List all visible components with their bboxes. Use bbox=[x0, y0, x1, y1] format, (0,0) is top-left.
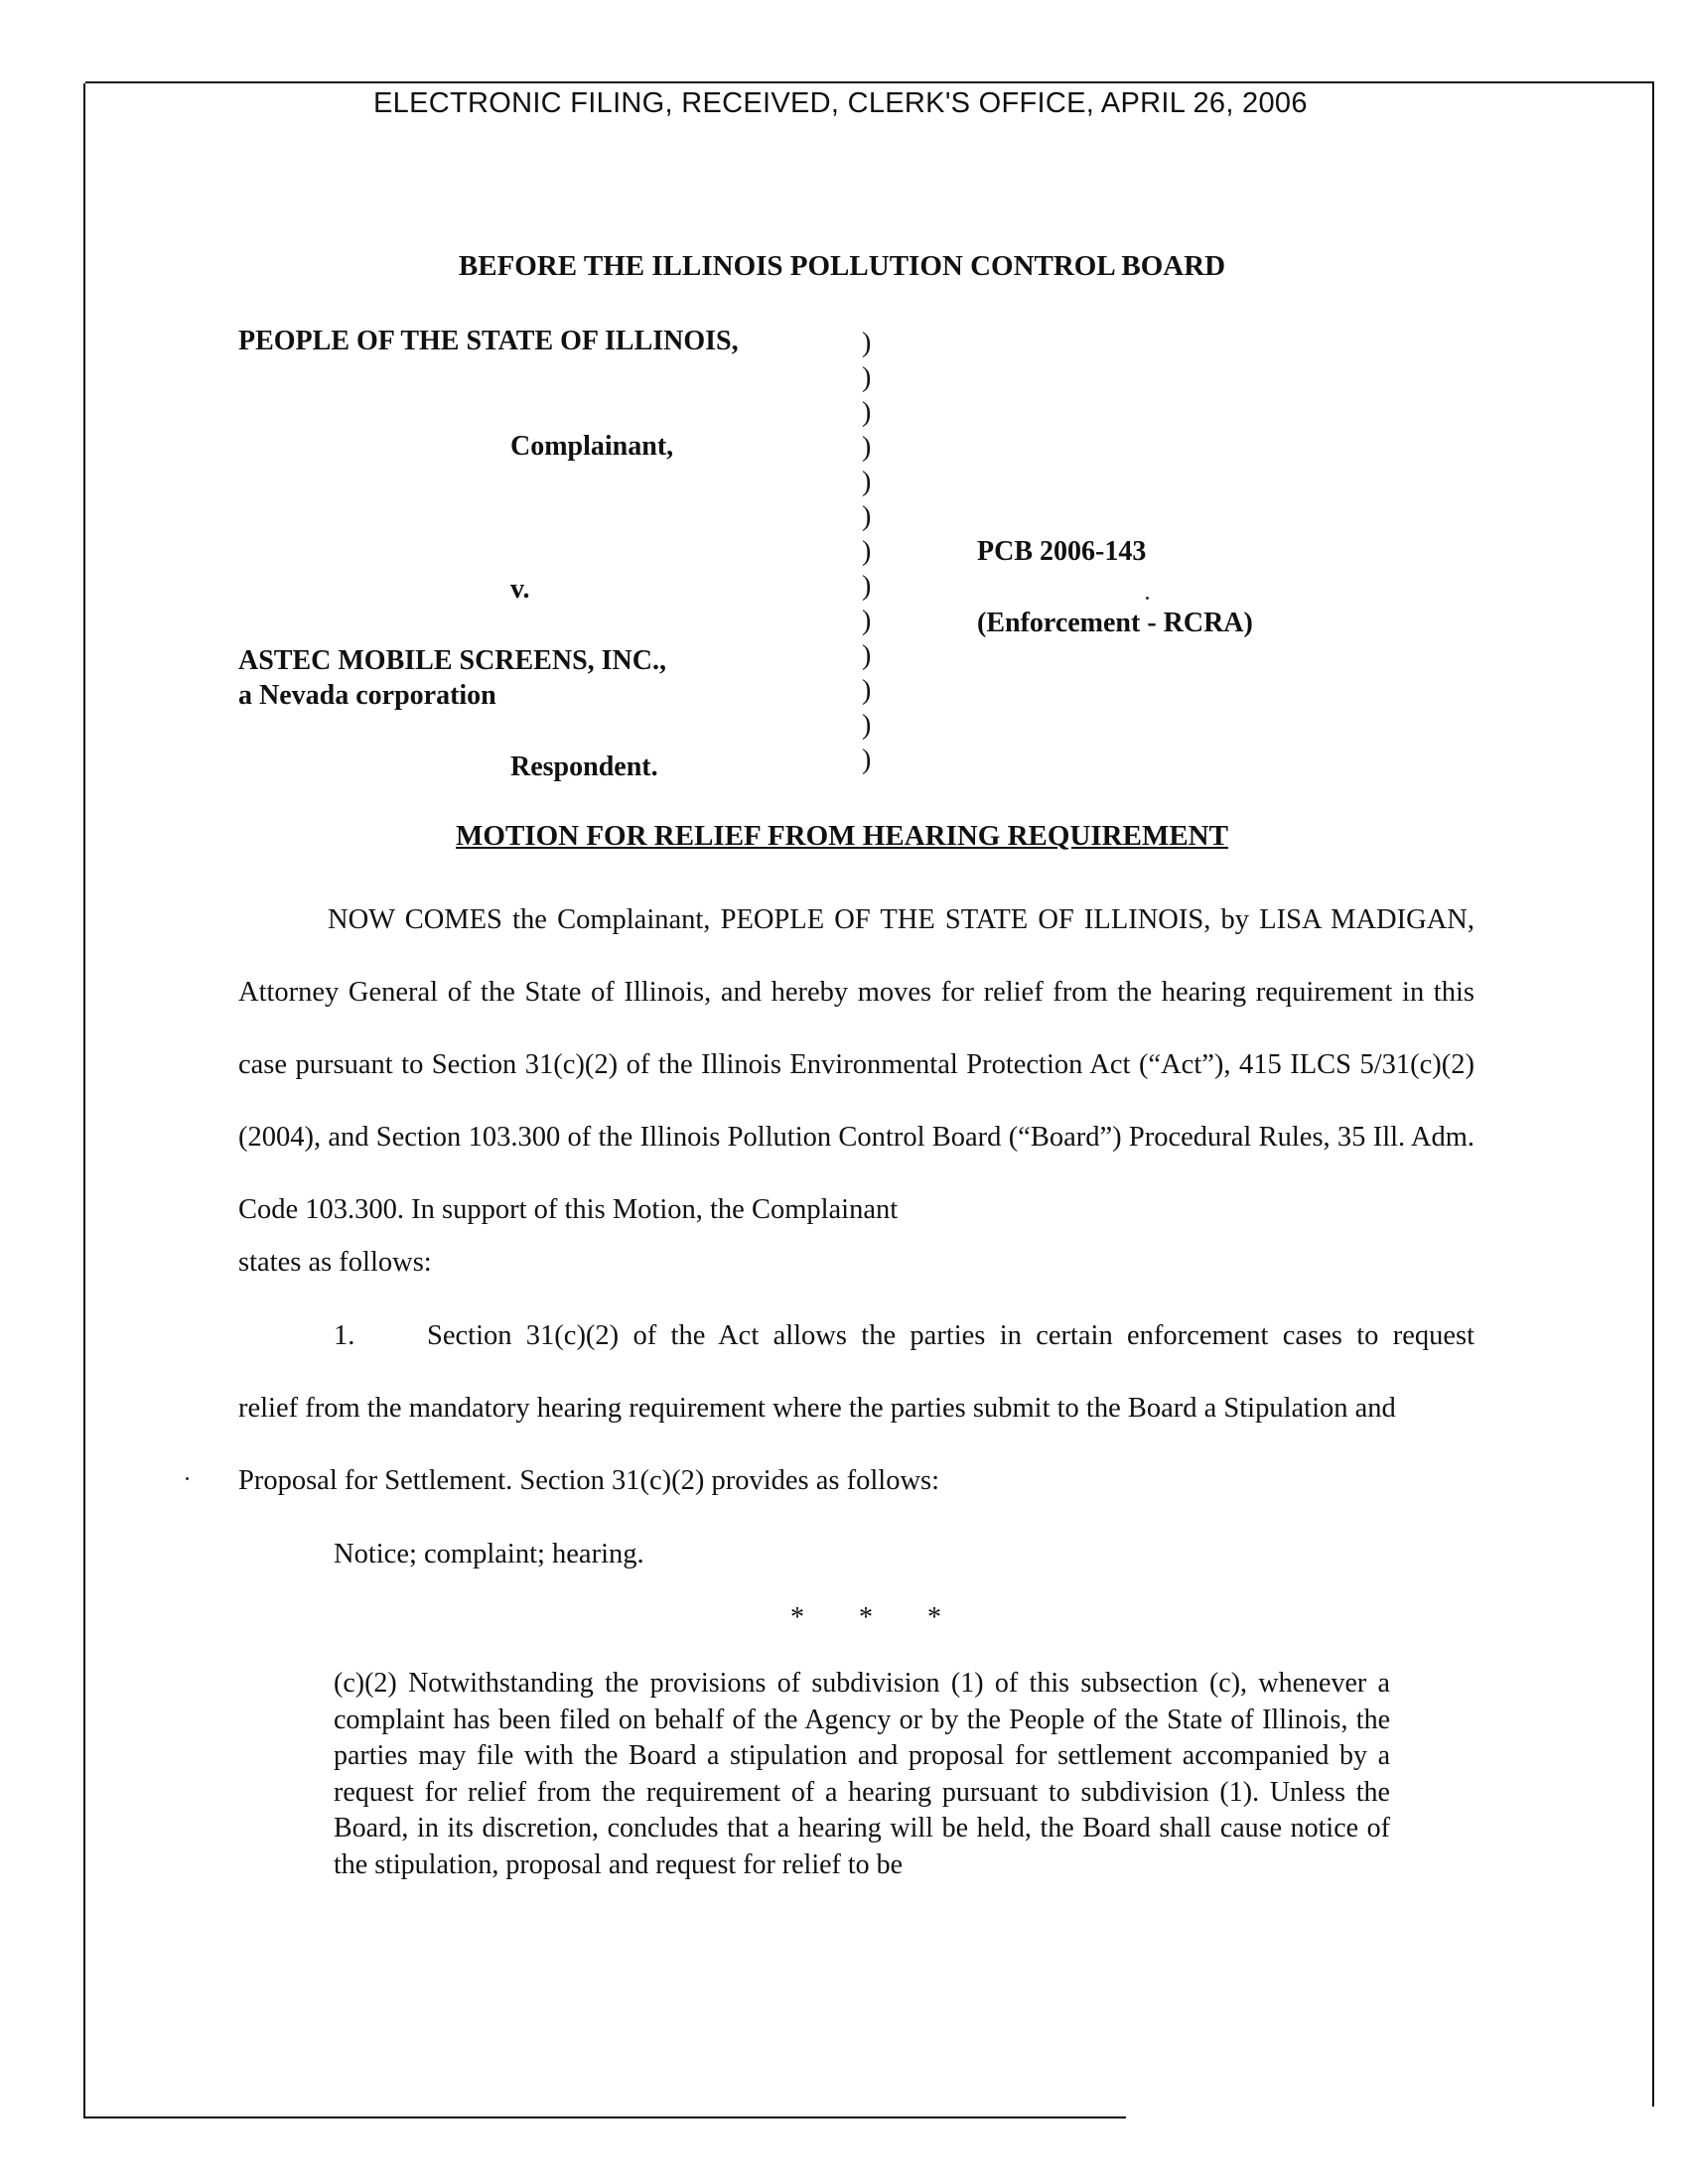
intro-last-line: states as follows: bbox=[238, 1247, 432, 1278]
page-frame-bottom bbox=[83, 2116, 1126, 2118]
paren: ) bbox=[862, 571, 872, 602]
caption-parentheses bbox=[862, 326, 882, 777]
quote-heading: Notice; complaint; hearing. bbox=[334, 1539, 644, 1570]
paren: ) bbox=[862, 710, 872, 741]
paren: ) bbox=[862, 745, 872, 775]
complainant-role: Complainant, bbox=[510, 431, 674, 462]
paren: ) bbox=[862, 640, 872, 671]
paren: ) bbox=[862, 432, 872, 463]
case-type: (Enforcement - RCRA) bbox=[977, 608, 1253, 638]
intro-paragraph bbox=[238, 884, 1474, 1246]
paren: ) bbox=[862, 606, 872, 636]
board-title: BEFORE THE ILLINOIS POLLUTION CONTROL BOARD bbox=[458, 250, 1226, 282]
paren: ) bbox=[862, 501, 872, 532]
section-break-stars: * * * bbox=[790, 1602, 965, 1633]
paren: ) bbox=[862, 362, 872, 393]
case-number: PCB 2006-143 bbox=[977, 536, 1147, 567]
page-frame-left bbox=[83, 83, 85, 2118]
paren: ) bbox=[862, 675, 872, 706]
versus: v. bbox=[510, 574, 530, 605]
page-frame-top bbox=[85, 81, 1654, 83]
respondent-description: a Nevada corporation bbox=[238, 680, 496, 711]
item-1-second-line: relief from the mandatory hearing requirement where the parties submit to the Board a Stipulation and bbox=[238, 1393, 1396, 1424]
scan-speck bbox=[186, 1477, 189, 1480]
paren: ) bbox=[862, 397, 872, 428]
scan-speck bbox=[1146, 597, 1149, 600]
respondent-name: ASTEC MOBILE SCREENS, INC., bbox=[238, 645, 666, 676]
paren: ) bbox=[862, 536, 872, 567]
page-frame-right bbox=[1652, 81, 1654, 2107]
item-1-last-line: Proposal for Settlement. Section 31(c)(2) provides as follows: bbox=[238, 1465, 940, 1496]
statute-quote: (c)(2) Notwithstanding the provisions of subdivision (1) of this subsection (c), whenever a complaint has been filed on behalf of the Agency or by the People of the State of Illinois, the parties may file with the Board a stipulation and proposal for settlement accompanied by a request for relief from the requirement of a hearing pursuant to subdivision (1). Unless the Board, in its discretion, concludes that a hearing will be held, the Board shall cause notice of the stipulation, proposal and request for relief to be bbox=[334, 1668, 1390, 1880]
motion-title: MOTION FOR RELIEF FROM HEARING REQUIREMENT bbox=[456, 820, 1228, 852]
paren: ) bbox=[862, 328, 872, 358]
filing-banner: ELECTRONIC FILING, RECEIVED, CLERK'S OFFICE, APRIL 26, 2006 bbox=[373, 87, 1308, 119]
item-1-number: 1. bbox=[334, 1320, 355, 1351]
intro-text: NOW COMES the Complainant, PEOPLE OF THE STATE OF ILLINOIS, by LISA MADIGAN, Attorney General of the State of Illinois, and hereby moves for relief from the hearing requirement in this case pursuant to Section 31(c)(2) of the Illinois Environmental Protection Act (“Act”), 415 ILCS 5/31(c)(2) (2004), and Section 103.300 of the Illinois Pollution Control Board (“Board”) Procedural Rules, 35 Ill. Adm. Code 103.300. In support of this Motion, the Complainant bbox=[238, 904, 1474, 1225]
complainant-name: PEOPLE OF THE STATE OF ILLINOIS, bbox=[238, 326, 739, 356]
respondent-role: Respondent. bbox=[510, 751, 658, 782]
paren: ) bbox=[862, 467, 872, 497]
item-1-first-line: Section 31(c)(2) of the Act allows the parties in certain enforcement cases to request bbox=[427, 1320, 1474, 1351]
